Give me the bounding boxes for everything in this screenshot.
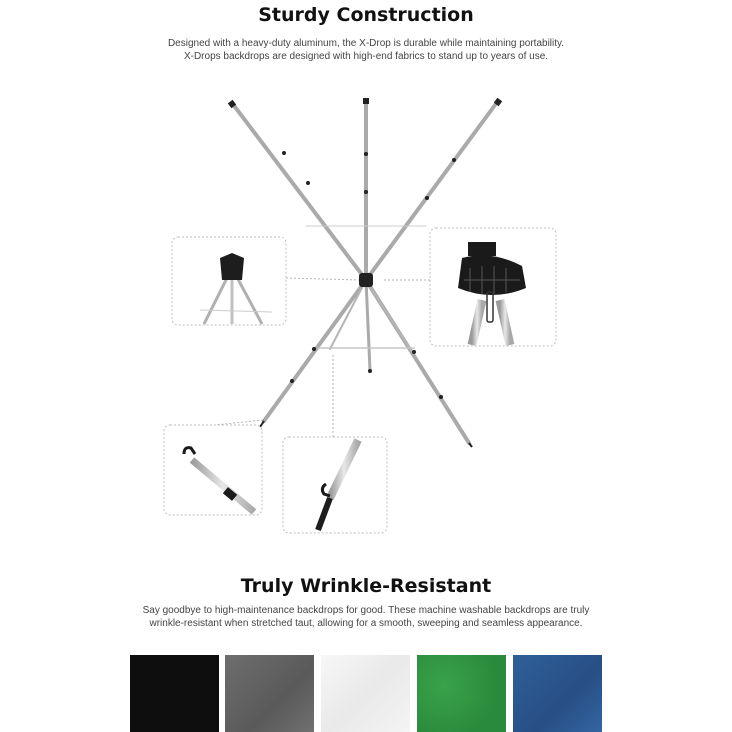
swatch-blue — [513, 655, 602, 732]
swatch-white — [321, 655, 410, 732]
description-line-1: Designed with a heavy-duty aluminum, the X-Drop is durable while maintaining portability. — [167, 38, 565, 49]
description-line-2: X-Drops backdrops are designed with high-end fabrics to stand up to years of use. — [183, 51, 549, 62]
swatch-black — [130, 655, 219, 732]
pole-center-lower — [366, 280, 370, 370]
detail-callout-foot — [283, 437, 387, 533]
detail-callout-hook — [164, 425, 262, 515]
section-title-construction: Sturdy Construction — [258, 4, 474, 26]
section-description-construction — [0, 37, 732, 63]
detail-callout-hub-large — [430, 228, 556, 346]
swatch-green — [417, 655, 506, 732]
x-drop-stand-illustration — [0, 90, 732, 540]
description-line-1: Say goodbye to high-maintenance backdrops for good. These machine washable backdrops are truly — [142, 605, 590, 616]
backdrop-color-swatches — [130, 655, 604, 732]
detail-callout-hub-small — [172, 237, 286, 325]
section-description-wrinkle — [0, 604, 732, 630]
section-title-wrinkle: Truly Wrinkle-Resistant — [240, 575, 492, 597]
description-line-2: wrinkle-resistant when stretched taut, allowing for a smooth, sweeping and seamless appearance. — [149, 618, 583, 629]
swatch-gray — [225, 655, 314, 732]
